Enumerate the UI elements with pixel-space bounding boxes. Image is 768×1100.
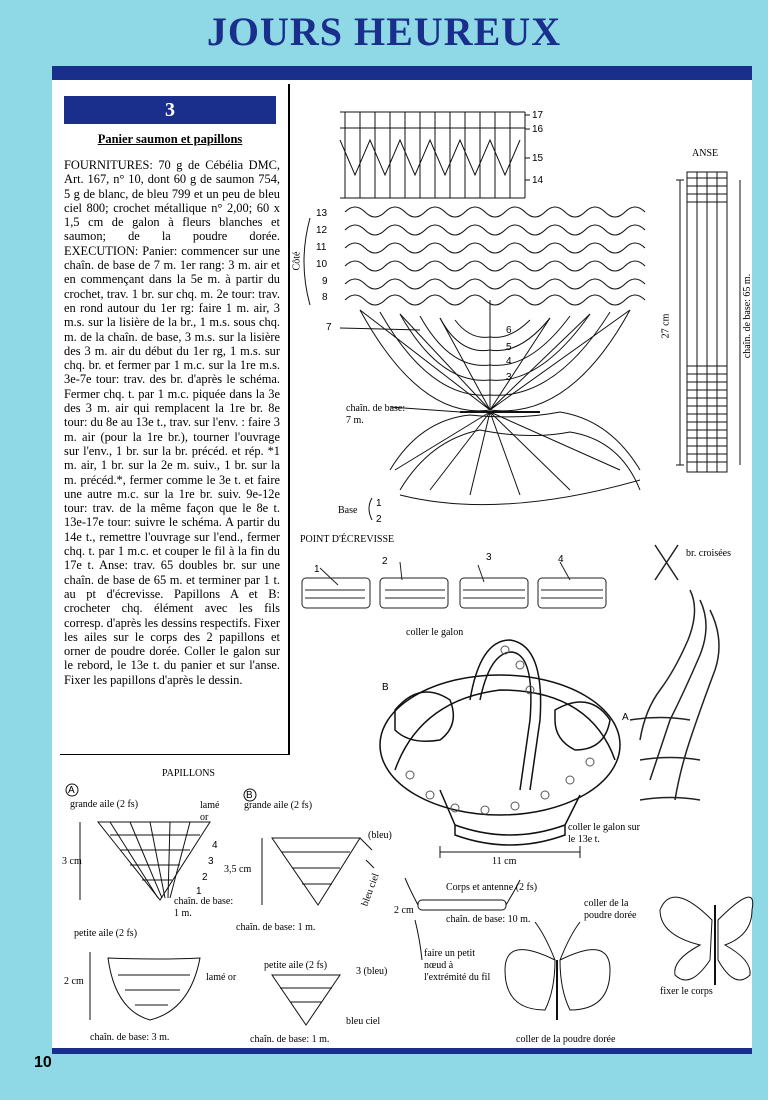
side-label: Côté bbox=[291, 251, 303, 271]
b-small-blue: 3 (bleu) bbox=[356, 966, 388, 977]
round-number-3: 3 bbox=[506, 372, 512, 383]
round-number-14: 14 bbox=[532, 175, 544, 186]
round-number-13: 13 bbox=[316, 208, 328, 219]
crab-step-3: 3 bbox=[486, 552, 492, 563]
body-title: Corps et antenne (2 fs) bbox=[446, 882, 538, 893]
base-chain-label: chaîn. de base: 7 m. bbox=[346, 403, 406, 426]
b-big-height: 3,5 cm bbox=[224, 864, 252, 875]
b-small-light-blue: bleu ciel bbox=[346, 1016, 381, 1027]
page-number: 10 bbox=[34, 1054, 52, 1071]
round-number-12: 12 bbox=[316, 225, 328, 236]
butterfly-b-marker: B bbox=[382, 682, 389, 693]
round-number-6: 6 bbox=[506, 325, 512, 336]
a-or-label: or bbox=[200, 812, 209, 823]
base-label: Base bbox=[338, 505, 358, 516]
glue-trim-round-label: coller le galon sur le 13e t. bbox=[568, 822, 640, 845]
b-small-chain: chaîn. de base: 1 m. bbox=[250, 1034, 330, 1045]
glue-trim-label: coller le galon bbox=[406, 627, 464, 638]
magazine-title: JOURS HEUREUX bbox=[206, 9, 562, 54]
b-small-wing-label: petite aile (2 fs) bbox=[264, 960, 328, 971]
handle-title: ANSE bbox=[692, 148, 719, 159]
round-number-9: 9 bbox=[322, 276, 328, 287]
a-row-2: 2 bbox=[202, 872, 208, 883]
crossed-stitch-label: br. croisées bbox=[686, 548, 731, 559]
a-row-1: 1 bbox=[196, 886, 202, 897]
pattern-title: Panier saumon et papillons bbox=[97, 132, 243, 146]
instructions-paragraph: FOURNITURES: 70 g de Cébélia DMC, Art. 167, n° 10, dont 60 g de saumon 754, 5 g de blanc, de bleu 799 et un peu de bleu ciel 800; crochet métallique n° 2,00; 60 x 1,5 cm de galon à fleurs blanches et saumon; de la poudre dorée. EXECUTION: Panier: commencer sur une chaîn. de base de 7 m. 1er rang: 3 m. air et en commençant dans la 5e m. à partir du crochet, trav. 1 br. sur chq. m. 2e tour: trav. en rond autour du 1er rg: faire 1 m. air, 3 m.s. sur la lisière de la br., 1 m.s. sous chq. m. de la chaîn. de base, 3 m.s. sur la lisière des 3 m. air du début du 1er rg, 1 m.s. sur chq. br. et fermer par 1 m.c. sur la 1re m.s. 3e-7e tour: trav. des br. d'après le schéma. Fermer chq. t. par 1 m.c. piquée dans la 3e des 3 m. air qui remplacent la 1re br. 8e tour: du 8e au 13e t., trav. sur l'env. : faire 3 m. air (pour la 1re br.), tourner l'ouvrage sur l'env., 1 br. sur la br. précéd. et rép. *1 m. air, 1 br. sur la 2e m. suiv., 1 br. sur la m. précéd.*, fermer comme le 3e t. et faire une autre m.c. sur la 1re br. suiv. 9e-12e tour: trav. de la même façon que le 8e t. 13e-17e tour: suivre le schéma. A partir du 14e t., remettre l'ouvrage sur l'end., fermer chq. t. par 1 m.c. et couper le fil à la fin du 17e t. Anse: trav. 65 doubles br. sur une chaîn. de base de 65 m. et terminer par 1 t. au pt d'écrevisse. Papillons A et B: crocheter chq. élément avec les fils corresp. d'après les dessins respectifs. Fixer les ailes sur le corps des 2 papillons et orner de poudre dorée. Coller le galon sur le rebord, le 13e t. du panier et sur l'anse. Fixer les papillons d'après le dessin. bbox=[64, 158, 280, 687]
a-small-lame: lamé or bbox=[206, 972, 237, 983]
round-number-5: 5 bbox=[506, 342, 512, 353]
round-number-16: 16 bbox=[532, 124, 544, 135]
base-round-2: 2 bbox=[376, 514, 382, 525]
butterflies-title: PAPILLONS bbox=[162, 768, 215, 779]
round-number-10: 10 bbox=[316, 259, 328, 270]
body-chain: chaîn. de base: 10 m. bbox=[446, 914, 531, 925]
round-number-17: 17 bbox=[532, 110, 544, 121]
butterfly-b-circle-label: B bbox=[246, 790, 253, 801]
a-big-chain: chaîn. de base: 1 m. bbox=[174, 896, 234, 919]
round-number-7: 7 bbox=[326, 322, 332, 333]
a-lame-label: lamé bbox=[200, 800, 220, 811]
gold-powder-label: coller de la poudre dorée bbox=[584, 898, 637, 921]
butterfly-a-marker: A bbox=[622, 712, 629, 723]
b-light-blue: bleu ciel bbox=[359, 871, 382, 908]
crab-step-2: 2 bbox=[382, 556, 388, 567]
round-number-11: 11 bbox=[316, 242, 327, 253]
round-number-4: 4 bbox=[506, 356, 512, 367]
body-length: 2 cm bbox=[394, 905, 414, 916]
crab-stitch-title: POINT D'ÉCREVISSE bbox=[300, 534, 395, 545]
crab-step-4: 4 bbox=[558, 554, 564, 565]
crab-step-1: 1 bbox=[314, 564, 320, 575]
a-row-3: 3 bbox=[208, 856, 214, 867]
b-big-chain: chaîn. de base: 1 m. bbox=[236, 922, 316, 933]
a-row-4: 4 bbox=[212, 840, 218, 851]
round-number-8: 8 bbox=[322, 292, 328, 303]
a-small-wing-label: petite aile (2 fs) bbox=[74, 928, 138, 939]
base-round-1: 1 bbox=[376, 498, 382, 509]
butterfly-a-circle-label: A bbox=[68, 785, 75, 796]
gold-powder-bottom-label: coller de la poudre dorée bbox=[516, 1034, 616, 1045]
a-small-height: 2 cm bbox=[64, 976, 84, 987]
a-small-chain: chaîn. de base: 3 m. bbox=[90, 1032, 170, 1043]
knot-label: faire un petit nœud à l'extrémité du fil bbox=[424, 948, 491, 983]
a-big-height: 3 cm bbox=[62, 856, 82, 867]
a-big-wing-label: grande aile (2 fs) bbox=[70, 799, 139, 810]
handle-chain-label: chaîn. de base: 65 m. bbox=[742, 273, 754, 359]
handle-length: 27 cm bbox=[660, 313, 672, 339]
pattern-number-box: 3 bbox=[64, 96, 276, 124]
basket-width-label: 11 cm bbox=[492, 856, 517, 867]
round-number-15: 15 bbox=[532, 153, 544, 164]
fix-body-label: fixer le corps bbox=[660, 986, 713, 997]
b-blue-label: (bleu) bbox=[368, 830, 392, 841]
b-big-wing-label: grande aile (2 fs) bbox=[244, 800, 313, 811]
